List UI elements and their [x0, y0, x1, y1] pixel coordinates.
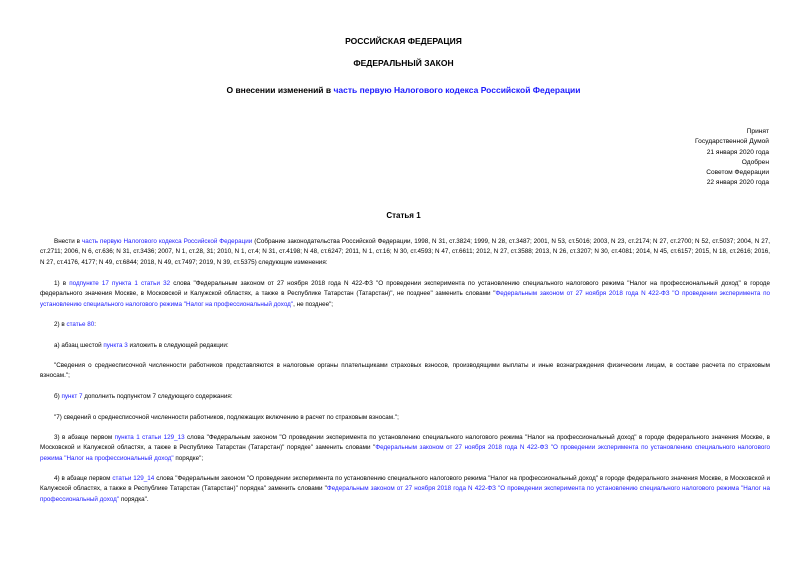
link-law-422[interactable]: Федеральным законом от 27 ноября 2018 года N 422-ФЗ "О проведении эксперимента по установлению специального налогового режима "Налог на профессиональный доход": [40, 444, 771, 462]
header-country: РОССИЙСКАЯ ФЕДЕРАЦИЯ: [345, 36, 462, 46]
paragraph-item-4: [40, 474, 770, 505]
paragraph-item-2b: [40, 392, 770, 402]
text: порядке";: [173, 454, 204, 462]
link-item-3[interactable]: пункта 3: [103, 342, 128, 349]
link-article-80[interactable]: статье 80: [66, 321, 95, 328]
text: :: [94, 321, 96, 328]
paragraph-item-2a: [40, 341, 770, 351]
text: (Собрание законодательства Российской Федерации, 1998, N 31, ст.3824; 1999, N 28, ст.3487; 2001, N 53, ст.5016; 2003, N 23, ст.2174; N 27, ст.2700; N 52, ст.5037; 2004, N 27, ст.2711; 2006, N 6, ст.636; N 31, ст.3436; 2007, N 1, ст.28, 31; 2010, N 1, ст.4; N 31, ст.4198; N 48, ст.6247; 2011, N 1, ст.16; N 30, ст.4593; N 47, ст.6611; 2012, N 27, ст.3588; 2013, N 26, ст.3207; N 30, ст.4081; 2014, N 45, ст.6157; 2015, N 18, ст.2616; 2016, N 27, ст.4176, 4177; N 49, ст.6844; 2018, N 49, ст.7497; 2019, N 39, ст.5375) следующие изменения:: [40, 238, 771, 266]
link-tax-code[interactable]: часть первую Налогового кодекса Российской Федерации: [81, 238, 253, 245]
paragraph-quote-1: [40, 361, 770, 382]
text: "Сведения о среднесписочной численности работников представляются в налоговые органы плательщиками страховых взносов, производящими выплаты и иные вознаграждения физическим лицам, в составе расчета по страховым взносам.";: [40, 362, 770, 380]
adopted-label: Принят: [746, 128, 769, 135]
title-prefix: О внесении изменений в: [226, 85, 334, 95]
text: "7) сведений о среднесписочной численности работников, подлежащих включению в расчет по страховым взносам.";: [54, 414, 399, 421]
link-article-32[interactable]: подпункте 17 пункта 1 статьи 32: [69, 280, 171, 287]
link-item-7[interactable]: пункт 7: [61, 393, 83, 400]
text: 3) в абзаце первом: [54, 434, 115, 441]
text: 1) в: [54, 280, 70, 287]
paragraph-item-2: [40, 320, 770, 330]
adopted-date: 21 января 2020 года: [706, 148, 769, 156]
title-link[interactable]: часть первую Налогового кодекса Российской Федерации: [333, 85, 581, 95]
text: порядка".: [119, 495, 149, 503]
text: изложить в следующей редакции:: [127, 342, 229, 349]
approved-by: Советом Федерации: [706, 169, 769, 177]
text: , не позднее";: [293, 300, 334, 308]
paragraph-intro: [40, 237, 770, 268]
link-law-422[interactable]: Федеральным законом от 27 ноября 2018 года N 422-ФЗ "О проведении эксперимента по установлению специального налогового режима "Налог на профессиональный доход": [40, 290, 770, 308]
link-law-422[interactable]: Федеральным законом от 27 ноября 2018 года N 422-ФЗ "О проведении эксперимента по установлению специального налогового режима "Налог на профессиональный доход": [40, 485, 770, 503]
adopted-by: Государственной Думой: [695, 138, 769, 146]
paragraph-item-1: [40, 279, 770, 310]
text: слова "Федеральным законом от 27 ноября 2018 года N 422-ФЗ "О проведении эксперимента по установлению специального налогового режима "Налог на профессиональный доход" в городе федерального значения Москве, в Московской и Калужской областях, а также в Республике Татарстан (Татарстан)", не позднее" заменить словами ": [40, 280, 770, 298]
approved-date: 22 января 2020 года: [706, 179, 769, 187]
link-article-129-13[interactable]: пункта 1 статьи 129_13: [114, 434, 185, 441]
text: 4) в абзаце первом: [54, 475, 113, 482]
text: слова "Федеральным законом "О проведении эксперимента по установлению специального налогового режима "Налог на профессиональный доход" в городе федерального значения Москве, в Московской и Калужской областях, а также в Республике Татарстан (Татарстан)" порядка" заменить словами ": [40, 475, 770, 493]
header-law-type: ФЕДЕРАЛЬНЫЙ ЗАКОН: [353, 58, 454, 68]
link-article-129-14[interactable]: статьи 129_14: [112, 475, 155, 482]
text: а) абзац шестой: [54, 342, 104, 349]
text: дополнить подпунктом 7 следующего содержания:: [82, 393, 233, 400]
adoption-info: [609, 127, 769, 189]
document-title: [0, 85, 807, 95]
approved-label: Одобрен: [741, 158, 769, 166]
text: б): [54, 393, 62, 400]
text: Внести в: [54, 238, 82, 245]
paragraph-quote-2: [40, 413, 770, 423]
text: 2) в: [54, 321, 67, 328]
article-heading: Статья 1: [386, 211, 421, 220]
paragraph-item-3: [40, 433, 770, 464]
text: слова "Федеральным законом "О проведении эксперимента по установлению специального налогового режима "Налог на профессиональный доход" в городе федерального значения Москве, в Московской и Калужской областях, а также в Республике Татарстан (Татарстан)" порядке" заменить словами ": [40, 434, 770, 452]
